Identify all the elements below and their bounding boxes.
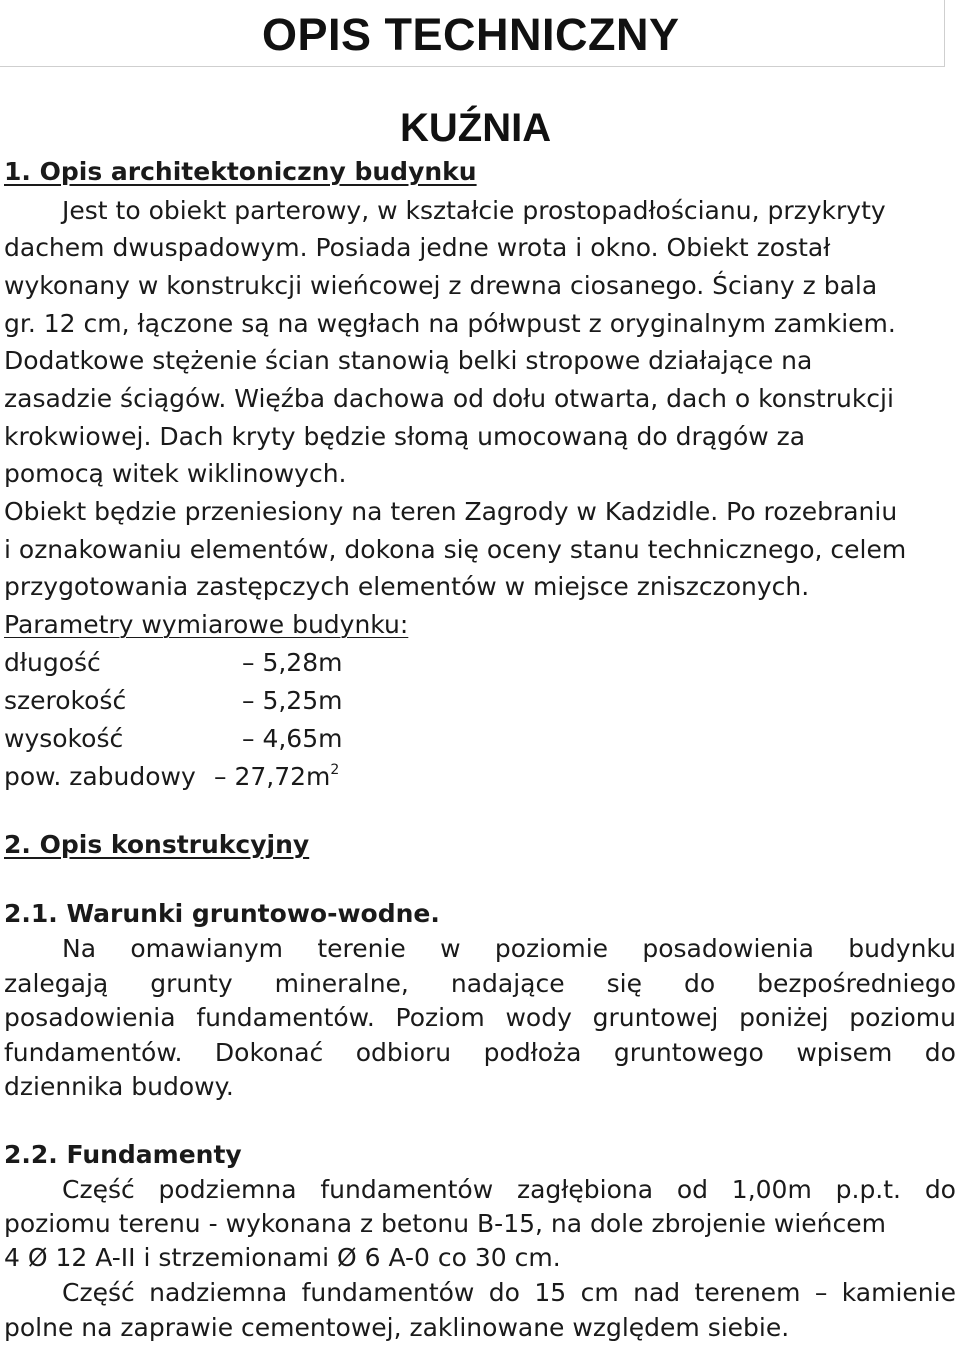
word: budynku — [848, 934, 956, 963]
paragraph-line: gr. 12 cm, łączone są na węgłach na półwpust z oryginalnym zamkiem. — [4, 309, 896, 338]
word: fundamentów — [320, 1175, 494, 1204]
word: bezpośredniego — [757, 969, 956, 998]
parameter-row — [4, 646, 343, 680]
word: Na — [62, 934, 97, 963]
word: do — [924, 1038, 956, 1067]
word: fundamentów. — [4, 1038, 183, 1067]
word: podłoża — [483, 1038, 582, 1067]
word: poziomu — [849, 1003, 956, 1032]
word: Część — [62, 1278, 135, 1307]
parameters-heading: Parametry wymiarowe budynku: — [4, 610, 409, 639]
document-title: OPIS TECHNICZNY — [262, 9, 680, 60]
word: Dokonać — [214, 1038, 324, 1067]
word: Poziom — [395, 1003, 485, 1032]
paragraph-line: krokwiowej. Dach kryty będzie słomą umocowaną do drągów za — [4, 422, 806, 451]
word: fundamentów — [301, 1278, 475, 1307]
word: fundamentów. — [196, 1003, 375, 1032]
parameter-value: – 4,65m — [242, 724, 343, 753]
parameter-row — [4, 760, 340, 794]
justified-line — [62, 1276, 956, 1310]
word: 15 — [534, 1278, 567, 1307]
word: poniżej — [739, 1003, 829, 1032]
subsection-2-1-heading: 2.1. Warunki gruntowo-wodne. — [4, 899, 440, 928]
word: nad — [633, 1278, 681, 1307]
parameter-label: szerokość — [4, 686, 127, 715]
word: nadające — [450, 969, 565, 998]
section-1-heading: 1. Opis architektoniczny budynku — [4, 157, 477, 186]
word: wpisem — [796, 1038, 893, 1067]
paragraph-line: dziennika budowy. — [4, 1072, 234, 1101]
paragraph-line: 4 Ø 12 A-II i strzemionami Ø 6 A-0 co 30 cm. — [4, 1243, 561, 1272]
paragraph-line: polne na zaprawie cementowej, zaklinowane względem siebie. — [4, 1313, 790, 1342]
word: w — [440, 934, 461, 963]
word: terenem — [694, 1278, 801, 1307]
word: od — [676, 1175, 708, 1204]
paragraph-line: Obiekt będzie przeniesiony na teren Zagrody w Kadzidle. Po rozebraniu — [4, 497, 898, 526]
parameter-label: długość — [4, 648, 101, 677]
paragraph-line: Dodatkowe stężenie ścian stanowią belki stropowe działające na — [4, 346, 813, 375]
word: do — [488, 1278, 520, 1307]
word: grunty — [150, 969, 233, 998]
paragraph-line: poziomu terenu - wykonana z betonu B-15, na dole zbrojenie wieńcem — [4, 1209, 887, 1238]
paragraph-line: pomocą witek wiklinowych. — [4, 459, 347, 488]
word: wody — [505, 1003, 572, 1032]
word: podziemna — [158, 1175, 297, 1204]
paragraph-line: zasadzie ściągów. Więźba dachowa od dołu otwarta, dach o konstrukcji — [4, 384, 894, 413]
parameter-value: – 5,25m — [242, 686, 343, 715]
word: do — [924, 1175, 956, 1204]
parameter-label: pow. zabudowy — [4, 762, 196, 791]
justified-line — [4, 1036, 956, 1070]
subsection-2-2-heading: 2.2. Fundamenty — [4, 1140, 242, 1169]
parameter-value-text: – 27,72m — [214, 762, 331, 791]
paragraph-line: dachem dwuspadowym. Posiada jedne wrota i okno. Obiekt został — [4, 233, 831, 262]
superscript: 2 — [330, 762, 340, 778]
justified-line — [62, 932, 956, 966]
word: poziomie — [494, 934, 609, 963]
word: zagłębiona — [516, 1175, 654, 1204]
section-2-heading: 2. Opis konstrukcyjny — [4, 830, 310, 859]
word: – — [814, 1278, 828, 1307]
word: do — [683, 969, 716, 998]
word: 1,00m — [731, 1175, 812, 1204]
document-subtitle: KUŹNIA — [400, 106, 552, 150]
word: gruntowego — [613, 1038, 764, 1067]
word: odbioru — [355, 1038, 452, 1067]
paragraph-line: wykonany w konstrukcji wieńcowej z drewna ciosanego. Ściany z bala — [4, 271, 878, 300]
word: się — [606, 969, 642, 998]
word: terenie — [317, 934, 406, 963]
parameter-row — [4, 684, 343, 718]
word: kamienie — [841, 1278, 956, 1307]
parameter-value — [214, 760, 339, 794]
word: mineralne, — [274, 969, 409, 998]
justified-line — [62, 1173, 956, 1207]
word: zalegają — [4, 969, 109, 998]
parameter-row — [4, 722, 343, 756]
word: gruntowej — [592, 1003, 719, 1032]
word: cm — [580, 1278, 619, 1307]
word: posadowienia — [4, 1003, 176, 1032]
justified-line — [4, 1001, 956, 1035]
parameter-label: wysokość — [4, 724, 124, 753]
word: posadowienia — [642, 934, 814, 963]
paragraph-line: Jest to obiekt parterowy, w kształcie prostopadłościanu, przykryty — [62, 196, 886, 225]
word: p.p.t. — [835, 1175, 902, 1204]
paragraph-line: i oznakowaniu elementów, dokona się oceny stanu technicznego, celem — [4, 535, 907, 564]
word: nadziemna — [149, 1278, 288, 1307]
paragraph-line: przygotowania zastępczych elementów w miejsce zniszczonych. — [4, 572, 810, 601]
justified-line — [4, 967, 956, 1001]
title-box — [0, 0, 945, 67]
word: omawianym — [130, 934, 284, 963]
word: Część — [62, 1175, 135, 1204]
parameter-value: – 5,28m — [242, 648, 343, 677]
